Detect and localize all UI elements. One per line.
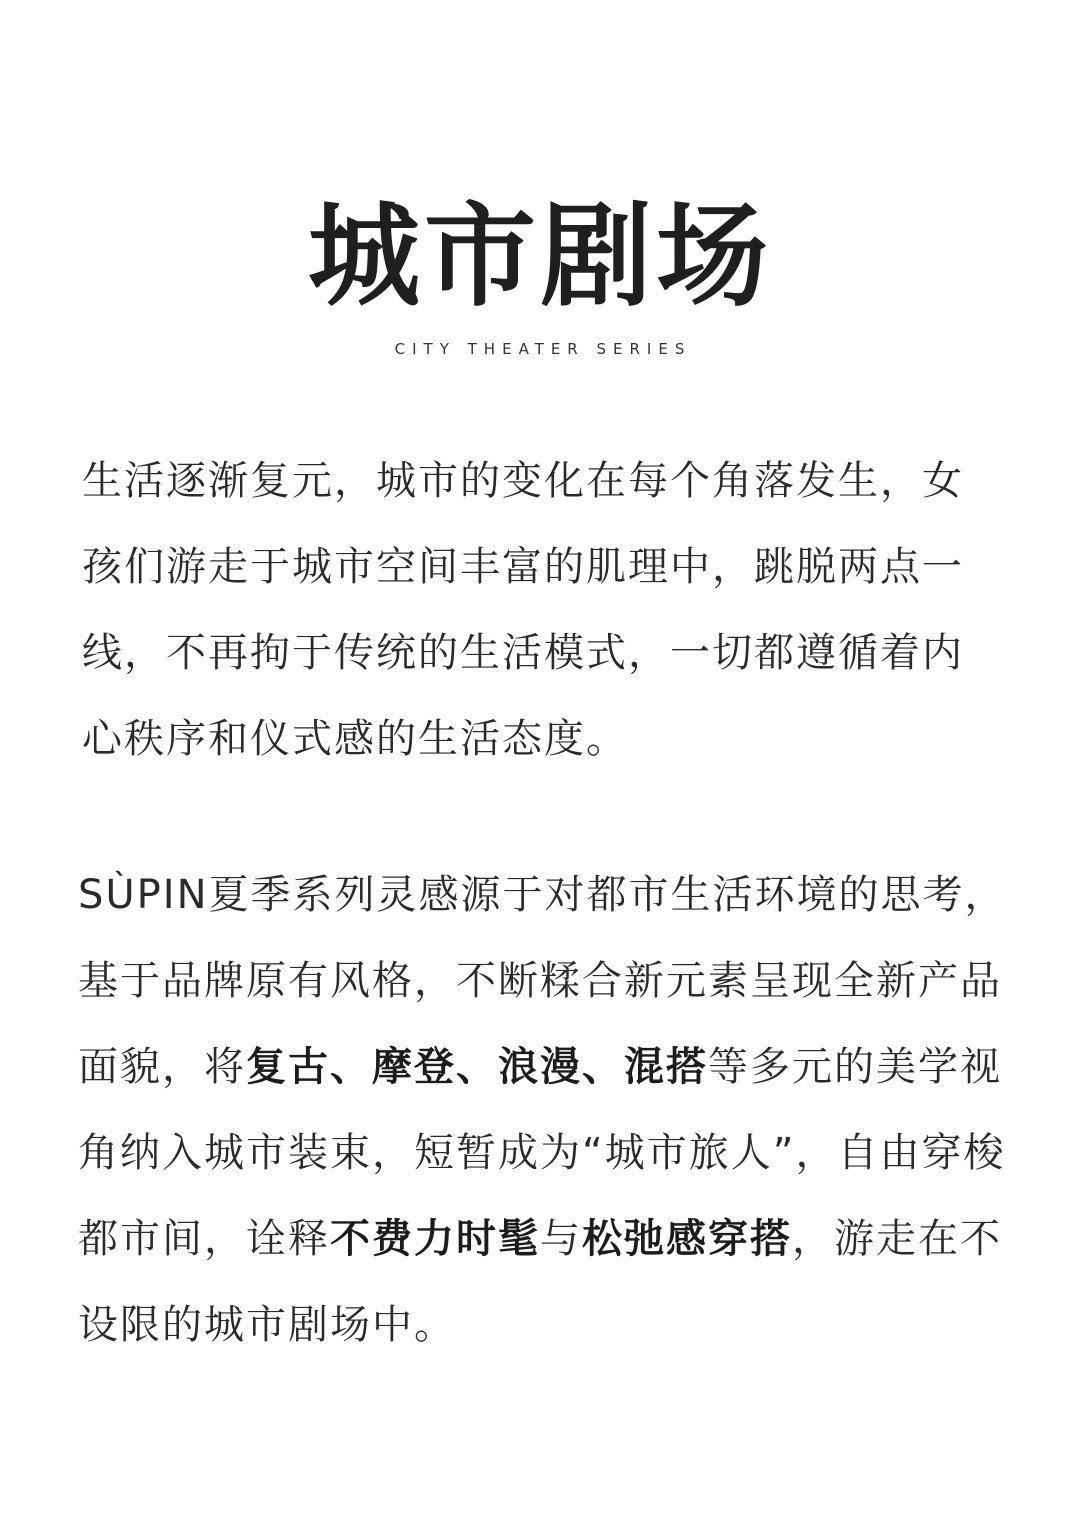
collection-text-part-2: 等多元的美学视角纳入城市装束，短暂成为“城市旅人”，自由穿梭都市间，诠释 (78, 1044, 1006, 1262)
intro-paragraph (82, 438, 1002, 782)
collection-text-part-4: ，游走在不设限的城市剧场中。 (78, 1216, 1002, 1348)
page-title: 城市剧场 (308, 192, 772, 322)
collection-text-part-1: SÙPIN夏季系列灵感源于对都市生活环境的思考，基于品牌原有风格，不断糅合新元素呈现全新产品面貌，将 (78, 872, 1007, 1090)
highlight-effortless-chic: 不费力时髦 (330, 1216, 540, 1262)
collection-paragraph (78, 852, 1008, 1368)
intro-paragraph-text: 生活逐渐复元，城市的变化在每个角落发生，女孩们游走于城市空间丰富的肌理中，跳脱两点一线，不再拘于传统的生活模式，一切都遵循着内心秩序和仪式感的生活态度。 (82, 458, 964, 762)
page-subtitle: CITY THEATER SERIES (394, 340, 692, 358)
highlight-relaxed-outfit: 松弛感穿搭 (582, 1216, 792, 1262)
highlight-styles: 复古、摩登、浪漫、混搭 (246, 1044, 708, 1090)
collection-text-part-3: 与 (540, 1216, 582, 1262)
